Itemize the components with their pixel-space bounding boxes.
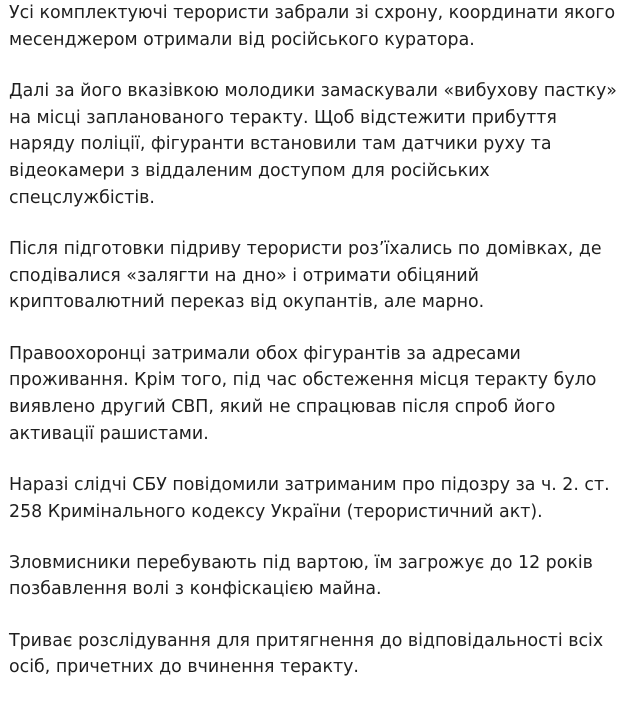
text-line: сподівалися «залягти на дно» і отримати обіцяний bbox=[9, 265, 479, 286]
text-line: позбавлення волі з конфіскацією майна. bbox=[9, 579, 382, 600]
text-line: Правоохоронці затримали обох фігурантів за адресами bbox=[9, 343, 521, 364]
paragraph-4 bbox=[9, 341, 629, 448]
text-line: месенджером отримали від російського куратора. bbox=[9, 29, 475, 50]
article-body bbox=[9, 0, 629, 706]
text-line: виявлено другий СВП, який не спрацював після спроб його bbox=[9, 396, 556, 417]
text-line: активації рашистами. bbox=[9, 423, 209, 444]
text-line: проживання. Крім того, під час обстеження місця теракту було bbox=[9, 370, 597, 391]
text-line: Далі за його вказівкою молодики замаскували «вибухову пастку» bbox=[9, 80, 617, 101]
text-line: Усі комплектуючі терористи забрали зі схрону, координати якого bbox=[9, 3, 616, 23]
text-line: 258 Кримінального кодексу України (терористичний акт). bbox=[9, 501, 543, 522]
text-line: осіб, причетних до вчинення теракту. bbox=[9, 657, 359, 678]
text-line: спецслужбістів. bbox=[9, 187, 155, 208]
text-line: на місці запланованого теракту. Щоб відстежити прибуття bbox=[9, 107, 557, 128]
paragraph-7 bbox=[9, 628, 629, 681]
paragraph-6 bbox=[9, 550, 629, 603]
text-line: Зловмисники перебувають під вартою, їм загрожує до 12 років bbox=[9, 552, 593, 573]
text-line: Наразі слідчі СБУ повідомили затриманим про підозру за ч. 2. ст. bbox=[9, 474, 610, 495]
paragraph-3 bbox=[9, 236, 629, 316]
text-line: криптовалютний переказ від окупантів, але марно. bbox=[9, 292, 485, 313]
text-line: Після підготовки підриву терористи роз’їхались по домівках, де bbox=[9, 238, 602, 259]
paragraph-2 bbox=[9, 78, 629, 212]
text-line: Триває розслідування для притягнення до відповідальності всіх bbox=[9, 630, 604, 651]
paragraph-1 bbox=[9, 0, 629, 53]
paragraph-5 bbox=[9, 472, 629, 525]
text-line: наряду поліції, фігуранти встановили там датчики руху та bbox=[9, 134, 552, 155]
text-line: відеокамери з віддаленим доступом для російських bbox=[9, 161, 490, 182]
